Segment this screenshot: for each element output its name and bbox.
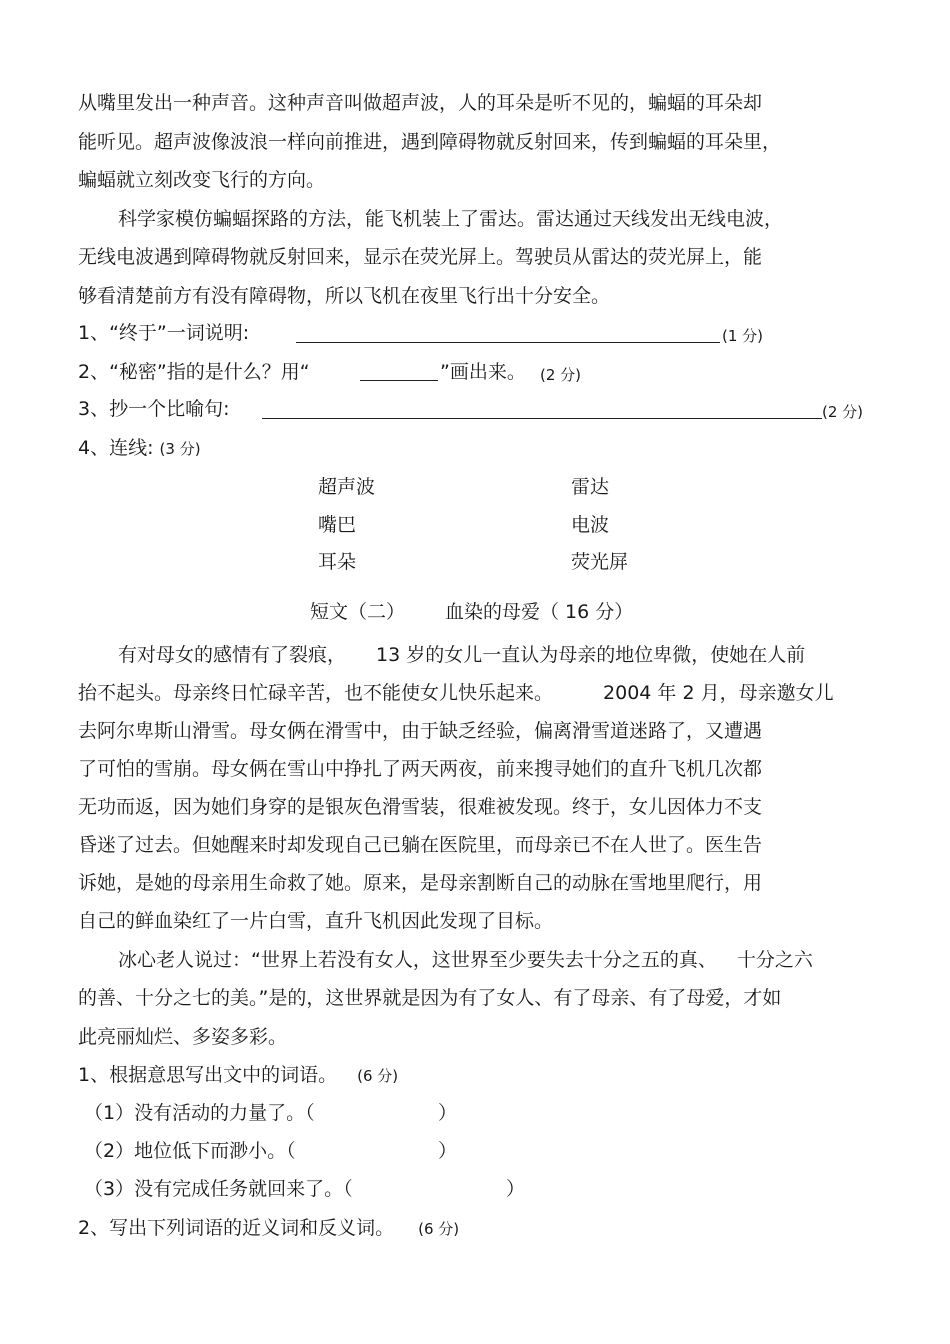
subquestion: （2）地位低下而渺小。（ — [84, 1140, 296, 1162]
passage-line: 此亮丽灿烂、多姿多彩。 — [78, 1026, 288, 1048]
question-label-tail: ”画出来。 — [440, 361, 526, 383]
score: (6 分) — [357, 1067, 399, 1085]
passage-line: 够看清楚前方有没有障碍物，所以飞机在夜里飞行出十分安全。 — [78, 285, 611, 307]
passage-line — [78, 681, 834, 705]
section-title-c: 16 分） — [565, 601, 634, 623]
match-right-item[interactable]: 荧光屏 — [571, 551, 629, 573]
text-run: 抬不起头。母亲终日忙碌辛苦，也不能使女儿快乐起来。 — [78, 682, 554, 704]
question-label: 4、连线: — [78, 437, 154, 459]
text-run: 13 岁的女儿一直认为母亲的地位卑微，使她在人前 — [376, 644, 806, 666]
answer-paren-close: ） — [506, 1178, 526, 1200]
passage-line: 科学家模仿蝙蝠探路的方法，能飞机装上了雷达。雷达通过天线发出无线电波， — [118, 208, 784, 230]
passage-line: 从嘴里发出一种声音。这种声音叫做超声波，人的耳朵是听不见的，蝙蝠的耳朵却 — [78, 92, 763, 114]
question-4 — [78, 436, 201, 461]
question-2 — [78, 1216, 459, 1241]
question-label: 2、“秘密”指的是什么？用“ — [78, 361, 310, 383]
score: (3 分) — [159, 440, 201, 458]
answer-paren-close: ） — [438, 1140, 458, 1162]
passage-line: 昏迷了过去。但她醒来时却发现自己已躺在医院里，而母亲已不在人世了。医生告 — [78, 834, 763, 856]
section-title-b: 血染的母爱（ — [445, 601, 560, 623]
match-left-item[interactable]: 超声波 — [318, 476, 376, 498]
passage-line: 蝙蝠就立刻改变飞行的方向。 — [78, 169, 326, 191]
match-right-item[interactable]: 雷达 — [571, 476, 610, 498]
answer-line[interactable] — [262, 418, 822, 419]
answer-line[interactable] — [296, 342, 720, 343]
question-2 — [78, 360, 310, 384]
passage-line: 去阿尔卑斯山滑雪。母女俩在滑雪中，由于缺乏经验，偏离滑雪道迷路了，又遭遇 — [78, 720, 763, 742]
answer-paren-close: ） — [438, 1102, 458, 1124]
passage-line: 能听见。超声波像波浪一样向前推进，遇到障碍物就反射回来，传到蝙蝠的耳朵里， — [78, 131, 782, 153]
passage-line — [118, 948, 813, 972]
match-left-item[interactable]: 耳朵 — [318, 551, 357, 573]
question-label: 2、写出下列词语的近义词和反义词。 — [78, 1217, 395, 1239]
text-run: 有对母女的感情有了裂痕， — [118, 644, 347, 666]
section-title — [310, 600, 633, 624]
score: (2 分) — [822, 403, 864, 421]
score: (6 分) — [418, 1220, 460, 1238]
score: (2 分) — [540, 366, 582, 384]
section-title-a: 短文（二） — [310, 601, 406, 623]
passage-line: 的善、十分之七的美。”是的，这世界就是因为有了女人、有了母亲、有了母爱，才如 — [78, 987, 782, 1009]
subquestion: （3）没有完成任务就回来了。（ — [84, 1178, 353, 1200]
passage-line: 自己的鲜血染红了一片白雪，直升飞机因此发现了目标。 — [78, 910, 554, 932]
text-run: 冰心老人说过：“世界上若没有女人，这世界至少要失去十分之五的真、 — [118, 949, 717, 971]
passage-line — [118, 643, 805, 667]
text-run: 十分之六 — [736, 949, 813, 971]
question-label: 3、抄一个比喻句: — [78, 398, 230, 420]
passage-line: 无功而返，因为她们身穿的是银灰色滑雪装，很难被发现。终于，女儿因体力不支 — [78, 796, 763, 818]
question-label: 1、“终于”一词说明: — [78, 322, 250, 344]
subquestion: （1）没有活动的力量了。（ — [84, 1102, 315, 1124]
question-1 — [78, 321, 249, 345]
match-left-item[interactable]: 嘴巴 — [318, 514, 357, 536]
text-run: 2004 年 2 月，母亲邀女儿 — [603, 682, 834, 704]
passage-line: 了可怕的雪崩。母女俩在雪山中挣扎了两天两夜，前来搜寻她们的直升飞机几次都 — [78, 758, 763, 780]
match-right-item[interactable]: 电波 — [571, 514, 610, 536]
passage-line: 无线电波遇到障碍物就反射回来，显示在荧光屏上。驾驶员从雷达的荧光屏上，能 — [78, 246, 763, 268]
score: (1 分) — [722, 327, 764, 345]
question-label: 1、根据意思写出文中的词语。 — [78, 1064, 338, 1086]
question-1 — [78, 1063, 398, 1088]
answer-line[interactable] — [360, 380, 438, 381]
passage-line: 诉她，是她的母亲用生命救了她。原来，是母亲割断自己的动脉在雪地里爬行，用 — [78, 872, 763, 894]
question-3 — [78, 397, 230, 421]
